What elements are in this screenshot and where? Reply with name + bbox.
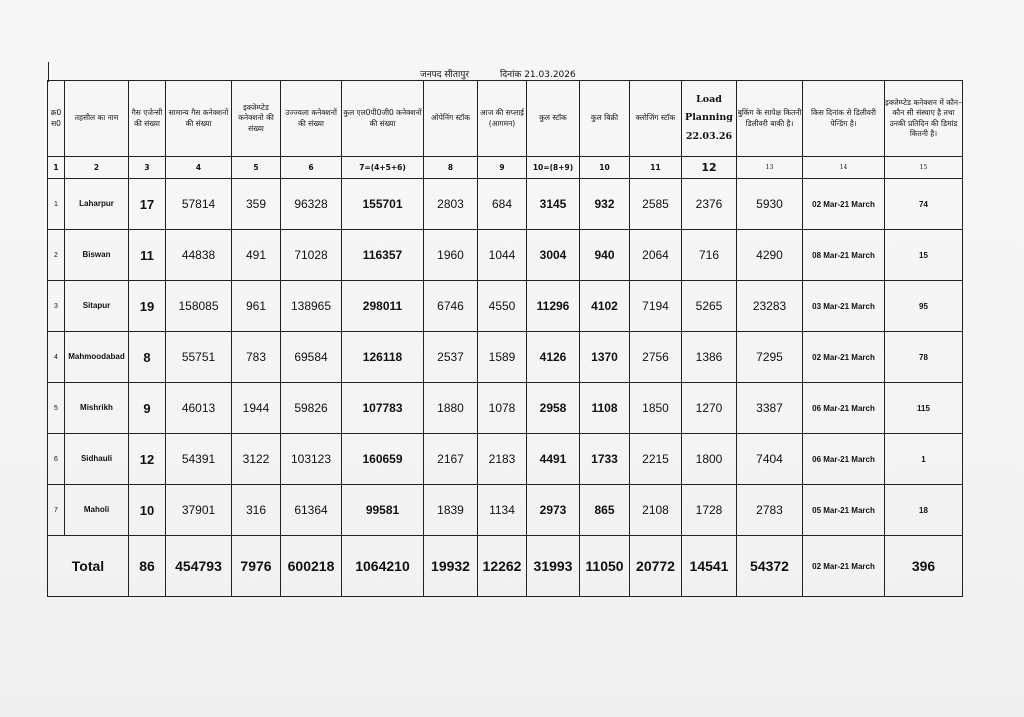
- table-row: [48, 179, 963, 230]
- closing-stock: 2108: [630, 485, 682, 536]
- pending-delivery: 3387: [737, 383, 803, 434]
- total-agencies: 86: [129, 536, 166, 597]
- pending-from: 02 Mar-21 March: [803, 332, 885, 383]
- col-header-general: सामान्य गैस कनेक्शनों की संख्या: [166, 81, 232, 157]
- pending-from: 06 Mar-21 March: [803, 383, 885, 434]
- general-connections: 55751: [166, 332, 232, 383]
- total-connections: 126118: [342, 332, 424, 383]
- agency-count: 9: [129, 383, 166, 434]
- total-connections: 298011: [342, 281, 424, 332]
- agency-count: 17: [129, 179, 166, 230]
- total-pending: 54372: [737, 536, 803, 597]
- col-header-opening-stock: ओपेनिंग स्टॉक: [424, 81, 478, 157]
- today-supply: 4550: [478, 281, 527, 332]
- left-margin-rule: [48, 62, 49, 82]
- pending-from: 03 Mar-21 March: [803, 281, 885, 332]
- ujjwala-connections: 69584: [281, 332, 342, 383]
- agency-count: 11: [129, 230, 166, 281]
- tehsil-name: Mishrikh: [65, 383, 129, 434]
- tehsil-name: Sitapur: [65, 281, 129, 332]
- row-serial: 1: [48, 179, 65, 230]
- total-stock: 11296: [527, 281, 580, 332]
- opening-stock: 2537: [424, 332, 478, 383]
- table-row: [48, 485, 963, 536]
- row-serial: 3: [48, 281, 65, 332]
- agency-count: 8: [129, 332, 166, 383]
- total-sales: 11050: [580, 536, 630, 597]
- index-cell: 1: [48, 157, 65, 179]
- opening-stock: 6746: [424, 281, 478, 332]
- ujjwala-connections: 71028: [281, 230, 342, 281]
- total-stock: 2958: [527, 383, 580, 434]
- total-row: [48, 536, 963, 597]
- tehsil-name: Sidhauli: [65, 434, 129, 485]
- index-cell: 2: [65, 157, 129, 179]
- total-sales: 1733: [580, 434, 630, 485]
- tehsil-name: Maholi: [65, 485, 129, 536]
- col-header-tehsil: तहसील का नाम: [65, 81, 129, 157]
- lpg-stock-table: [47, 80, 963, 597]
- total-label: Total: [48, 536, 129, 597]
- total-connections: 107783: [342, 383, 424, 434]
- total-connections: 116357: [342, 230, 424, 281]
- agency-count: 10: [129, 485, 166, 536]
- col-header-agencies: गैस एजेन्सी की संख्या: [129, 81, 166, 157]
- col-header-total-connections: कुल एल0पी0जी0 कनेक्शनों की संख्या: [342, 81, 424, 157]
- total-stock: 2973: [527, 485, 580, 536]
- row-serial: 5: [48, 383, 65, 434]
- total-pending-from: 02 Mar-21 March: [803, 536, 885, 597]
- tehsil-name: Mahmoodabad: [65, 332, 129, 383]
- today-supply: 1044: [478, 230, 527, 281]
- total-stock: 3004: [527, 230, 580, 281]
- total-sales: 1108: [580, 383, 630, 434]
- exempted-connections: 961: [232, 281, 281, 332]
- exempted-connections: 491: [232, 230, 281, 281]
- pending-delivery: 23283: [737, 281, 803, 332]
- index-cell: 12: [682, 157, 737, 179]
- index-row: [48, 157, 963, 179]
- closing-stock: 7194: [630, 281, 682, 332]
- load-planning: 1386: [682, 332, 737, 383]
- general-connections: 46013: [166, 383, 232, 434]
- total-sales: 4102: [580, 281, 630, 332]
- col-header-exempted: इक्जेम्प्टेड कनेक्शनो की संख्या: [232, 81, 281, 157]
- total-sales: 940: [580, 230, 630, 281]
- col-header-pending-delivery: बुकिंग के सापेक्ष कितनी डिलीवरी बाकी है।: [737, 81, 803, 157]
- total-connections: 160659: [342, 434, 424, 485]
- total-sales: 865: [580, 485, 630, 536]
- col-header-sales: कुल बिक्री: [580, 81, 630, 157]
- load-planning: 5265: [682, 281, 737, 332]
- total-supply: 12262: [478, 536, 527, 597]
- exempted-connections: 783: [232, 332, 281, 383]
- district-name: जनपद सीतापुर: [420, 70, 470, 80]
- pending-delivery: 4290: [737, 230, 803, 281]
- ujjwala-connections: 103123: [281, 434, 342, 485]
- today-supply: 2183: [478, 434, 527, 485]
- general-connections: 54391: [166, 434, 232, 485]
- pending-from: 02 Mar-21 March: [803, 179, 885, 230]
- load-planning: 2376: [682, 179, 737, 230]
- col-header-sn: क्र0 स0: [48, 81, 65, 157]
- index-cell: 4: [166, 157, 232, 179]
- closing-stock: 2215: [630, 434, 682, 485]
- today-supply: 1134: [478, 485, 527, 536]
- load-planning: 1800: [682, 434, 737, 485]
- exempt-demand: 1: [885, 434, 963, 485]
- pending-from: 08 Mar-21 March: [803, 230, 885, 281]
- total-sales: 932: [580, 179, 630, 230]
- exempt-demand: 18: [885, 485, 963, 536]
- exempt-demand: 115: [885, 383, 963, 434]
- load-planning: 1270: [682, 383, 737, 434]
- load-planning: 1728: [682, 485, 737, 536]
- row-serial: 6: [48, 434, 65, 485]
- total-opening: 19932: [424, 536, 478, 597]
- opening-stock: 1839: [424, 485, 478, 536]
- pending-delivery: 7295: [737, 332, 803, 383]
- tehsil-name: Biswan: [65, 230, 129, 281]
- total-stock: 31993: [527, 536, 580, 597]
- total-ujjwala: 600218: [281, 536, 342, 597]
- index-cell: 15: [885, 157, 963, 179]
- row-serial: 2: [48, 230, 65, 281]
- col-header-ujjwala: उज्ज्वला कनेक्शनों की संख्या: [281, 81, 342, 157]
- report-date: दिनांक 21.03.2026: [499, 70, 576, 80]
- table-row: [48, 434, 963, 485]
- general-connections: 57814: [166, 179, 232, 230]
- pending-from: 05 Mar-21 March: [803, 485, 885, 536]
- index-cell: 3: [129, 157, 166, 179]
- row-serial: 7: [48, 485, 65, 536]
- today-supply: 1589: [478, 332, 527, 383]
- closing-stock: 2064: [630, 230, 682, 281]
- opening-stock: 1960: [424, 230, 478, 281]
- col-header-total-stock: कुल स्टॉक: [527, 81, 580, 157]
- general-connections: 44838: [166, 230, 232, 281]
- table-row: [48, 281, 963, 332]
- pending-delivery: 5930: [737, 179, 803, 230]
- index-cell: 9: [478, 157, 527, 179]
- exempted-connections: 1944: [232, 383, 281, 434]
- total-connections: 1064210: [342, 536, 424, 597]
- ujjwala-connections: 96328: [281, 179, 342, 230]
- agency-count: 19: [129, 281, 166, 332]
- col-header-closing-stock: क्लोजिंग स्टॉक: [630, 81, 682, 157]
- today-supply: 684: [478, 179, 527, 230]
- total-exempted: 7976: [232, 536, 281, 597]
- col-header-supply: आज की सप्लाई (आगमन): [478, 81, 527, 157]
- index-cell: 13: [737, 157, 803, 179]
- table-row: [48, 332, 963, 383]
- exempt-demand: 74: [885, 179, 963, 230]
- pending-delivery: 7404: [737, 434, 803, 485]
- total-exempt-demand: 396: [885, 536, 963, 597]
- total-connections: 155701: [342, 179, 424, 230]
- index-cell: 6: [281, 157, 342, 179]
- index-cell: 8: [424, 157, 478, 179]
- agency-count: 12: [129, 434, 166, 485]
- index-cell: 7=(4+5+6): [342, 157, 424, 179]
- pending-delivery: 2783: [737, 485, 803, 536]
- col-header-exempt-demand: इक्जेम्प्टेड कनेक्शन में कौन–कौन सी संस्थाए है तथा उनकी प्रतिदिन की डिमांड कितनी है।: [885, 81, 963, 157]
- table-row: [48, 230, 963, 281]
- exempt-demand: 95: [885, 281, 963, 332]
- closing-stock: 2756: [630, 332, 682, 383]
- index-cell: 11: [630, 157, 682, 179]
- total-general: 454793: [166, 536, 232, 597]
- total-load: 14541: [682, 536, 737, 597]
- exempted-connections: 316: [232, 485, 281, 536]
- index-cell: 10=(8+9): [527, 157, 580, 179]
- total-connections: 99581: [342, 485, 424, 536]
- exempted-connections: 3122: [232, 434, 281, 485]
- total-stock: 3145: [527, 179, 580, 230]
- exempt-demand: 78: [885, 332, 963, 383]
- document-header: [420, 67, 604, 80]
- today-supply: 1078: [478, 383, 527, 434]
- index-cell: 5: [232, 157, 281, 179]
- exempt-demand: 15: [885, 230, 963, 281]
- col-header-pending-from: किस दिनांक से डिलीवरी पेन्डिंग है।: [803, 81, 885, 157]
- closing-stock: 2585: [630, 179, 682, 230]
- general-connections: 37901: [166, 485, 232, 536]
- opening-stock: 1880: [424, 383, 478, 434]
- tehsil-name: Laharpur: [65, 179, 129, 230]
- col-header-load-planning: Load Planning 22.03.26: [682, 81, 737, 157]
- table-row: [48, 383, 963, 434]
- ujjwala-connections: 61364: [281, 485, 342, 536]
- index-cell: 10: [580, 157, 630, 179]
- opening-stock: 2167: [424, 434, 478, 485]
- total-stock: 4491: [527, 434, 580, 485]
- total-stock: 4126: [527, 332, 580, 383]
- data-rows: [48, 179, 963, 536]
- row-serial: 4: [48, 332, 65, 383]
- index-cell: 14: [803, 157, 885, 179]
- header-row: [48, 81, 963, 157]
- ujjwala-connections: 59826: [281, 383, 342, 434]
- exempted-connections: 359: [232, 179, 281, 230]
- opening-stock: 2803: [424, 179, 478, 230]
- ujjwala-connections: 138965: [281, 281, 342, 332]
- closing-stock: 1850: [630, 383, 682, 434]
- pending-from: 06 Mar-21 March: [803, 434, 885, 485]
- load-planning: 716: [682, 230, 737, 281]
- total-closing: 20772: [630, 536, 682, 597]
- total-sales: 1370: [580, 332, 630, 383]
- general-connections: 158085: [166, 281, 232, 332]
